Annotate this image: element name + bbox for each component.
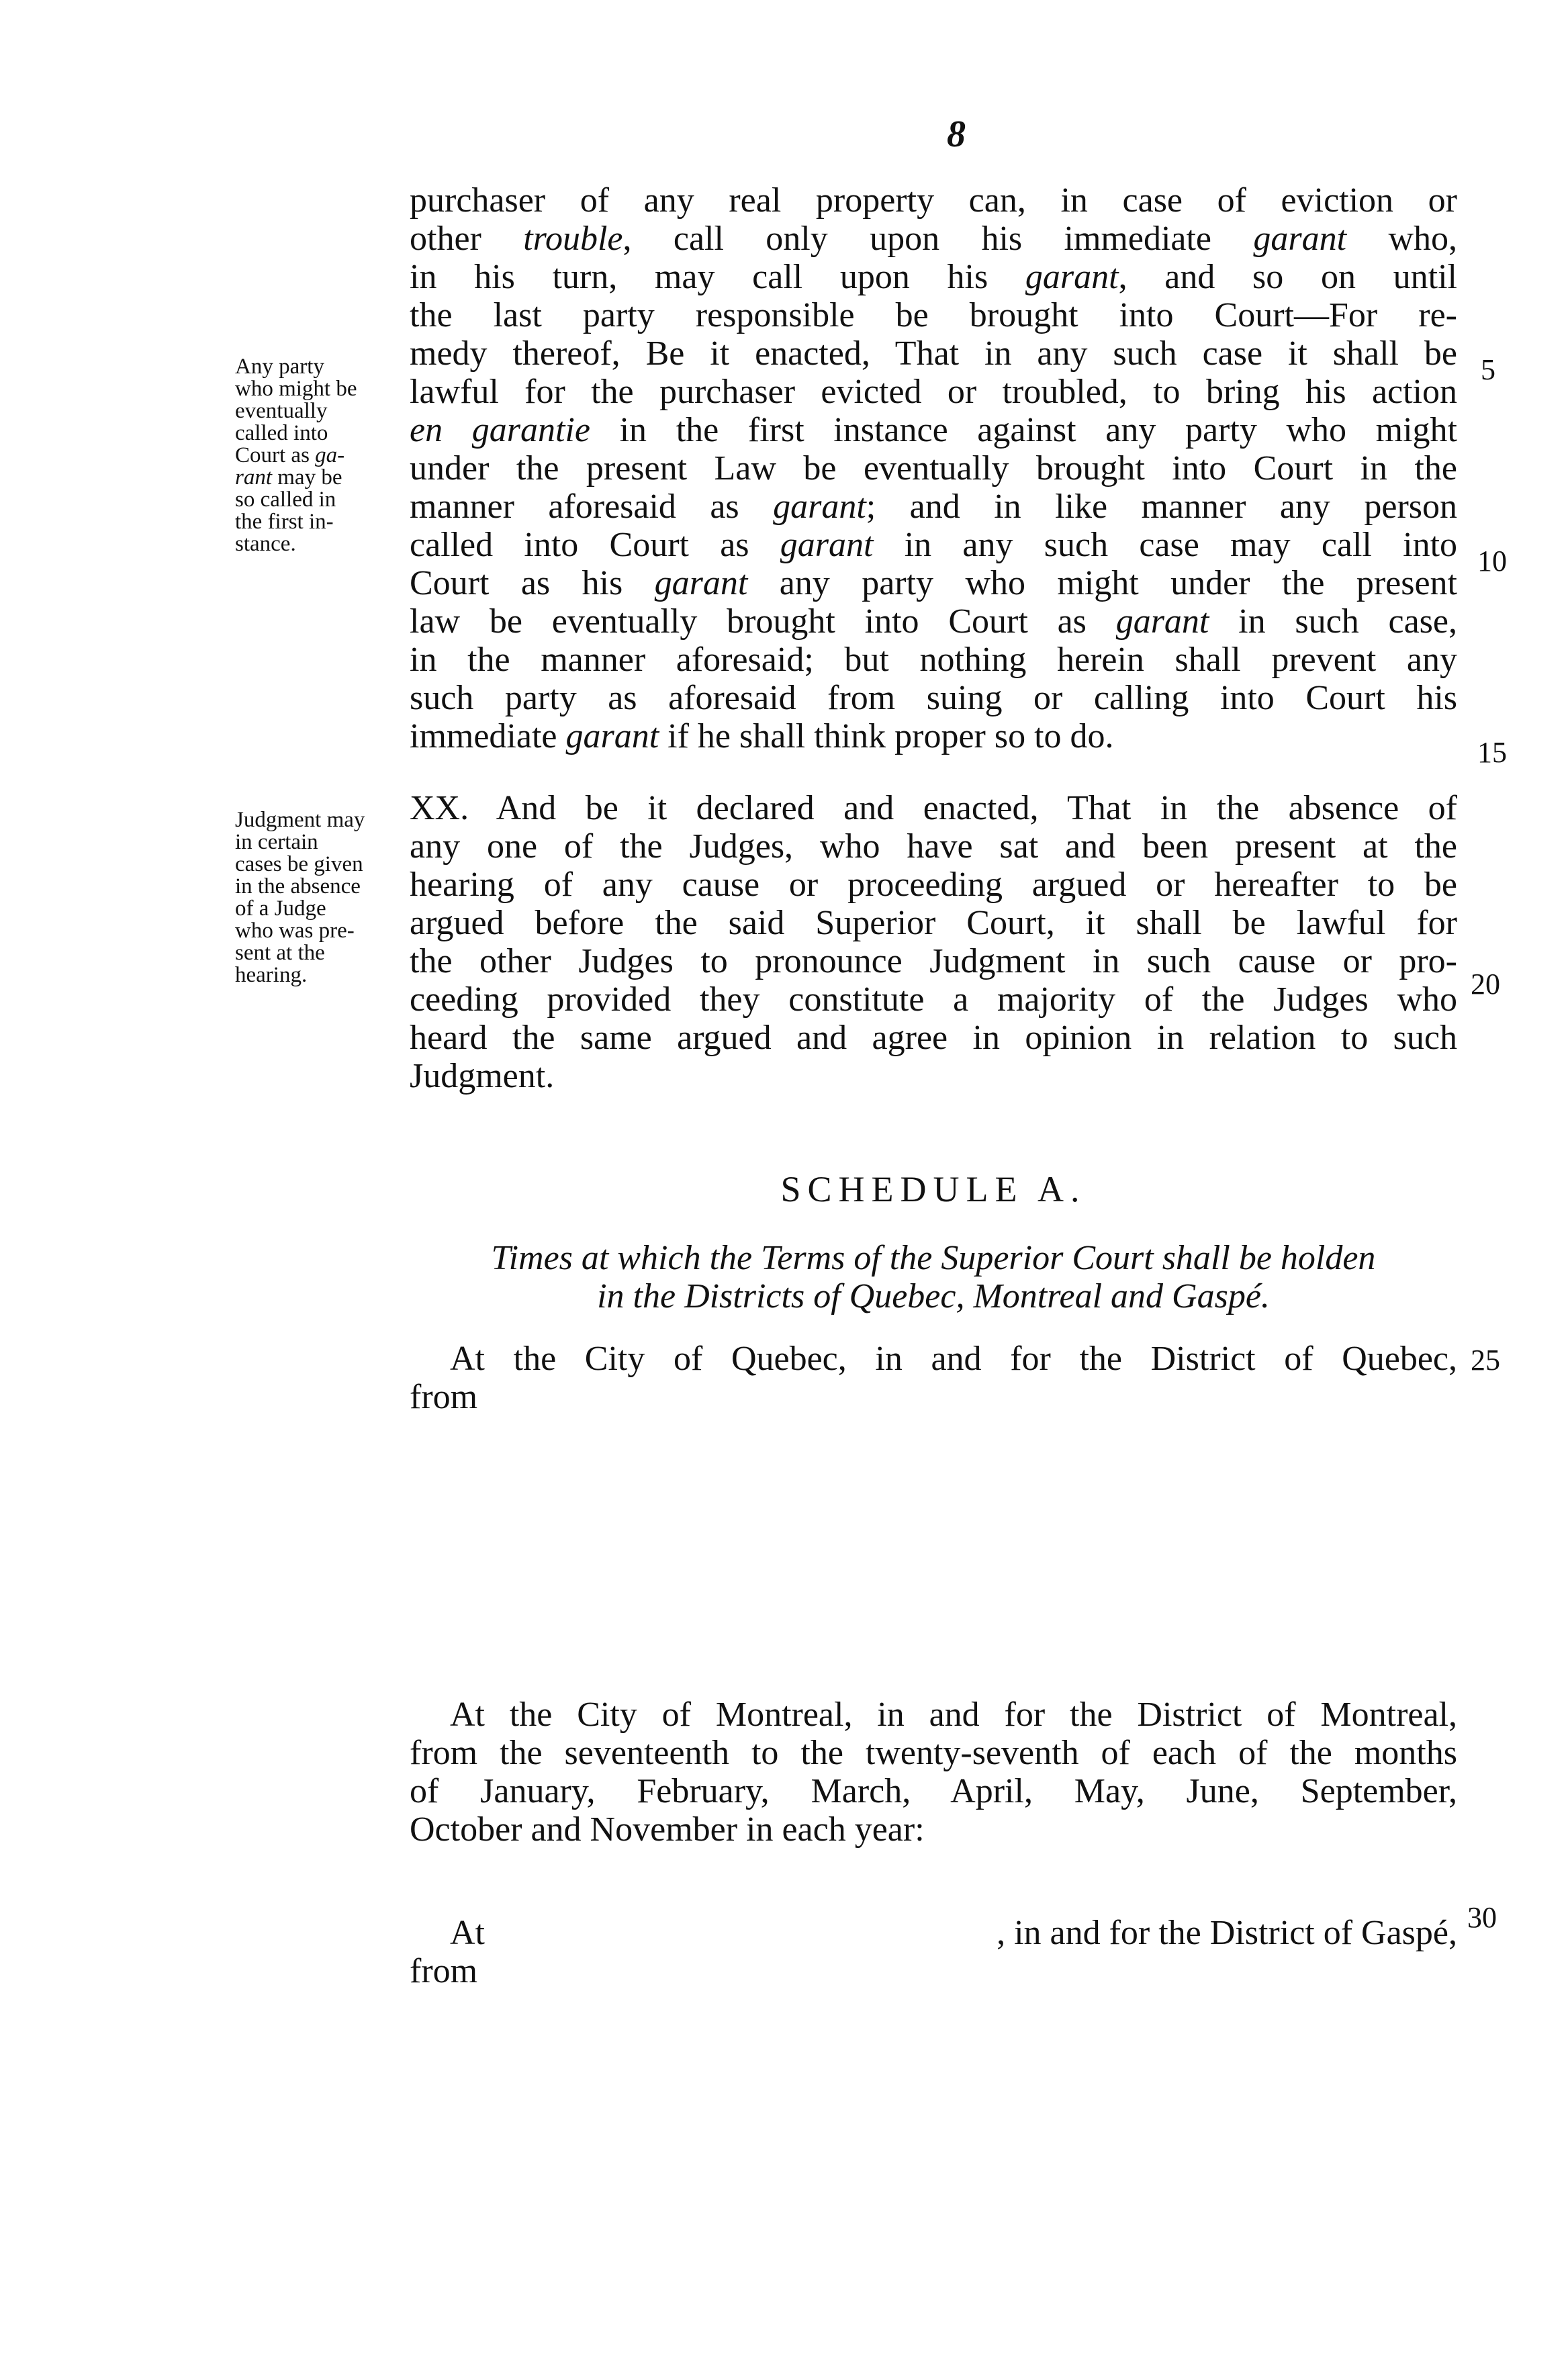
paragraph-eviction-line: medy thereof, Be it enacted, That in any such case it shall be (410, 334, 1457, 373)
paragraph-section-xx-line: any one of the Judges, who have sat and been present at the (410, 827, 1457, 866)
margin-note-garant-line: called into (235, 421, 328, 445)
montreal-term-line: At the City of Montreal, in and for the District of Montreal, (450, 1696, 1457, 1734)
gaspe-term-line1 (410, 1914, 1457, 1952)
paragraph-eviction-line: en garantie in the first instance against any party who might (410, 411, 1458, 449)
schedule-subtitle (410, 1239, 1457, 1315)
schedule-subtitle-line2: in the Districts of Quebec, Montreal and Gaspé. (597, 1277, 1270, 1315)
paragraph-eviction-line: Court as his garant any party who might under the present (410, 564, 1457, 602)
line-number-15: 15 (1477, 736, 1507, 769)
paragraph-section-xx-line: heard the same argued and agree in opinion in relation to such (410, 1019, 1457, 1057)
paragraph-section-xx-line: argued before the said Superior Court, it shall be lawful for (410, 904, 1457, 942)
paragraph-eviction-line: the last party responsible be brought into Court—For re- (410, 296, 1457, 334)
montreal-term-line: October and November in each year: (410, 1810, 925, 1849)
margin-note-garant-line: so called in (235, 488, 336, 512)
paragraph-eviction-line: under the present Law be eventually brought into Court in the (410, 449, 1457, 488)
paragraph-eviction-line: purchaser of any real property can, in case of eviction or (410, 181, 1457, 220)
gaspe-at: At (450, 1914, 485, 1952)
paragraph-eviction-line: lawful for the purchaser evicted or troubled, to bring his action (410, 373, 1457, 411)
margin-note-garant-line: stance. (235, 532, 296, 556)
margin-note-judgment (235, 809, 403, 986)
quebec-term (410, 1340, 1457, 1416)
margin-note-garant (235, 356, 403, 555)
margin-note-judgment-line: who was pre- (235, 919, 355, 943)
margin-note-garant-line: rant may be (235, 465, 342, 490)
line-number-25: 25 (1471, 1344, 1500, 1377)
margin-note-judgment-line: Judgment may (235, 808, 365, 832)
quebec-term-line2: from (410, 1378, 478, 1416)
line-number-10: 10 (1477, 545, 1507, 577)
gaspe-term (410, 1914, 1457, 1990)
montreal-term-line: from the seventeenth to the twenty-seventh of each of the months (410, 1734, 1457, 1772)
margin-note-garant-line: Court as ga- (235, 443, 345, 467)
paragraph-eviction-line: such party as aforesaid from suing or calling into Court his (410, 679, 1457, 717)
paragraph-eviction (410, 181, 1457, 755)
margin-note-garant-line: the first in- (235, 510, 334, 534)
line-number-20: 20 (1471, 968, 1500, 1001)
margin-note-judgment-line: in certain (235, 830, 318, 854)
paragraph-eviction-line: immediate garant if he shall think proper so to do. (410, 717, 1114, 755)
page-number: 8 (947, 113, 966, 155)
margin-note-garant-line: who might be (235, 377, 357, 401)
paragraph-eviction-line: manner aforesaid as garant; and in like manner any person (410, 488, 1457, 526)
margin-note-garant-line: eventually (235, 399, 328, 423)
paragraph-eviction-line: other trouble, call only upon his immediate garant who, (410, 220, 1457, 258)
margin-note-judgment-line: sent at the (235, 941, 325, 965)
margin-note-judgment-line: cases be given (235, 852, 363, 876)
margin-note-judgment-line: of a Judge (235, 896, 326, 921)
line-number-30: 30 (1467, 1901, 1497, 1934)
paragraph-section-xx-line: ceeding provided they constitute a majority of the Judges who (410, 980, 1457, 1019)
paragraph-section-xx-line: hearing of any cause or proceeding argued or hereafter to be (410, 866, 1457, 904)
gaspe-from: from (410, 1952, 478, 1990)
paragraph-section-xx-line: XX. And be it declared and enacted, That in the absence of (410, 789, 1457, 827)
paragraph-eviction-line: in the manner aforesaid; but nothing herein shall prevent any (410, 641, 1457, 679)
paragraph-section-xx-line: Judgment. (410, 1057, 555, 1095)
paragraph-eviction-line: called into Court as garant in any such case may call into (410, 526, 1458, 564)
montreal-term-line: of January, February, March, April, May, June, September, (410, 1772, 1457, 1810)
paragraph-eviction-line: law be eventually brought into Court as garant in such case, (410, 602, 1457, 641)
quebec-term-line1: At the City of Quebec, in and for the District of Quebec, (450, 1340, 1457, 1378)
montreal-term (410, 1696, 1457, 1849)
paragraph-section-xx-line: the other Judges to pronounce Judgment in such cause or pro- (410, 942, 1457, 980)
margin-note-judgment-line: hearing. (235, 963, 308, 987)
margin-note-judgment-line: in the absence (235, 874, 361, 898)
schedule-heading: SCHEDULE A. (780, 1169, 1087, 1209)
paragraph-eviction-line: in his turn, may call upon his garant, and so on until (410, 258, 1457, 296)
paragraph-section-xx (410, 789, 1457, 1095)
margin-note-garant-line: Any party (235, 355, 324, 379)
gaspe-district: , in and for the District of Gaspé, (997, 1914, 1457, 1952)
line-number-5: 5 (1481, 353, 1495, 386)
schedule-subtitle-line1: Times at which the Terms of the Superior Court shall be holden (491, 1239, 1376, 1277)
